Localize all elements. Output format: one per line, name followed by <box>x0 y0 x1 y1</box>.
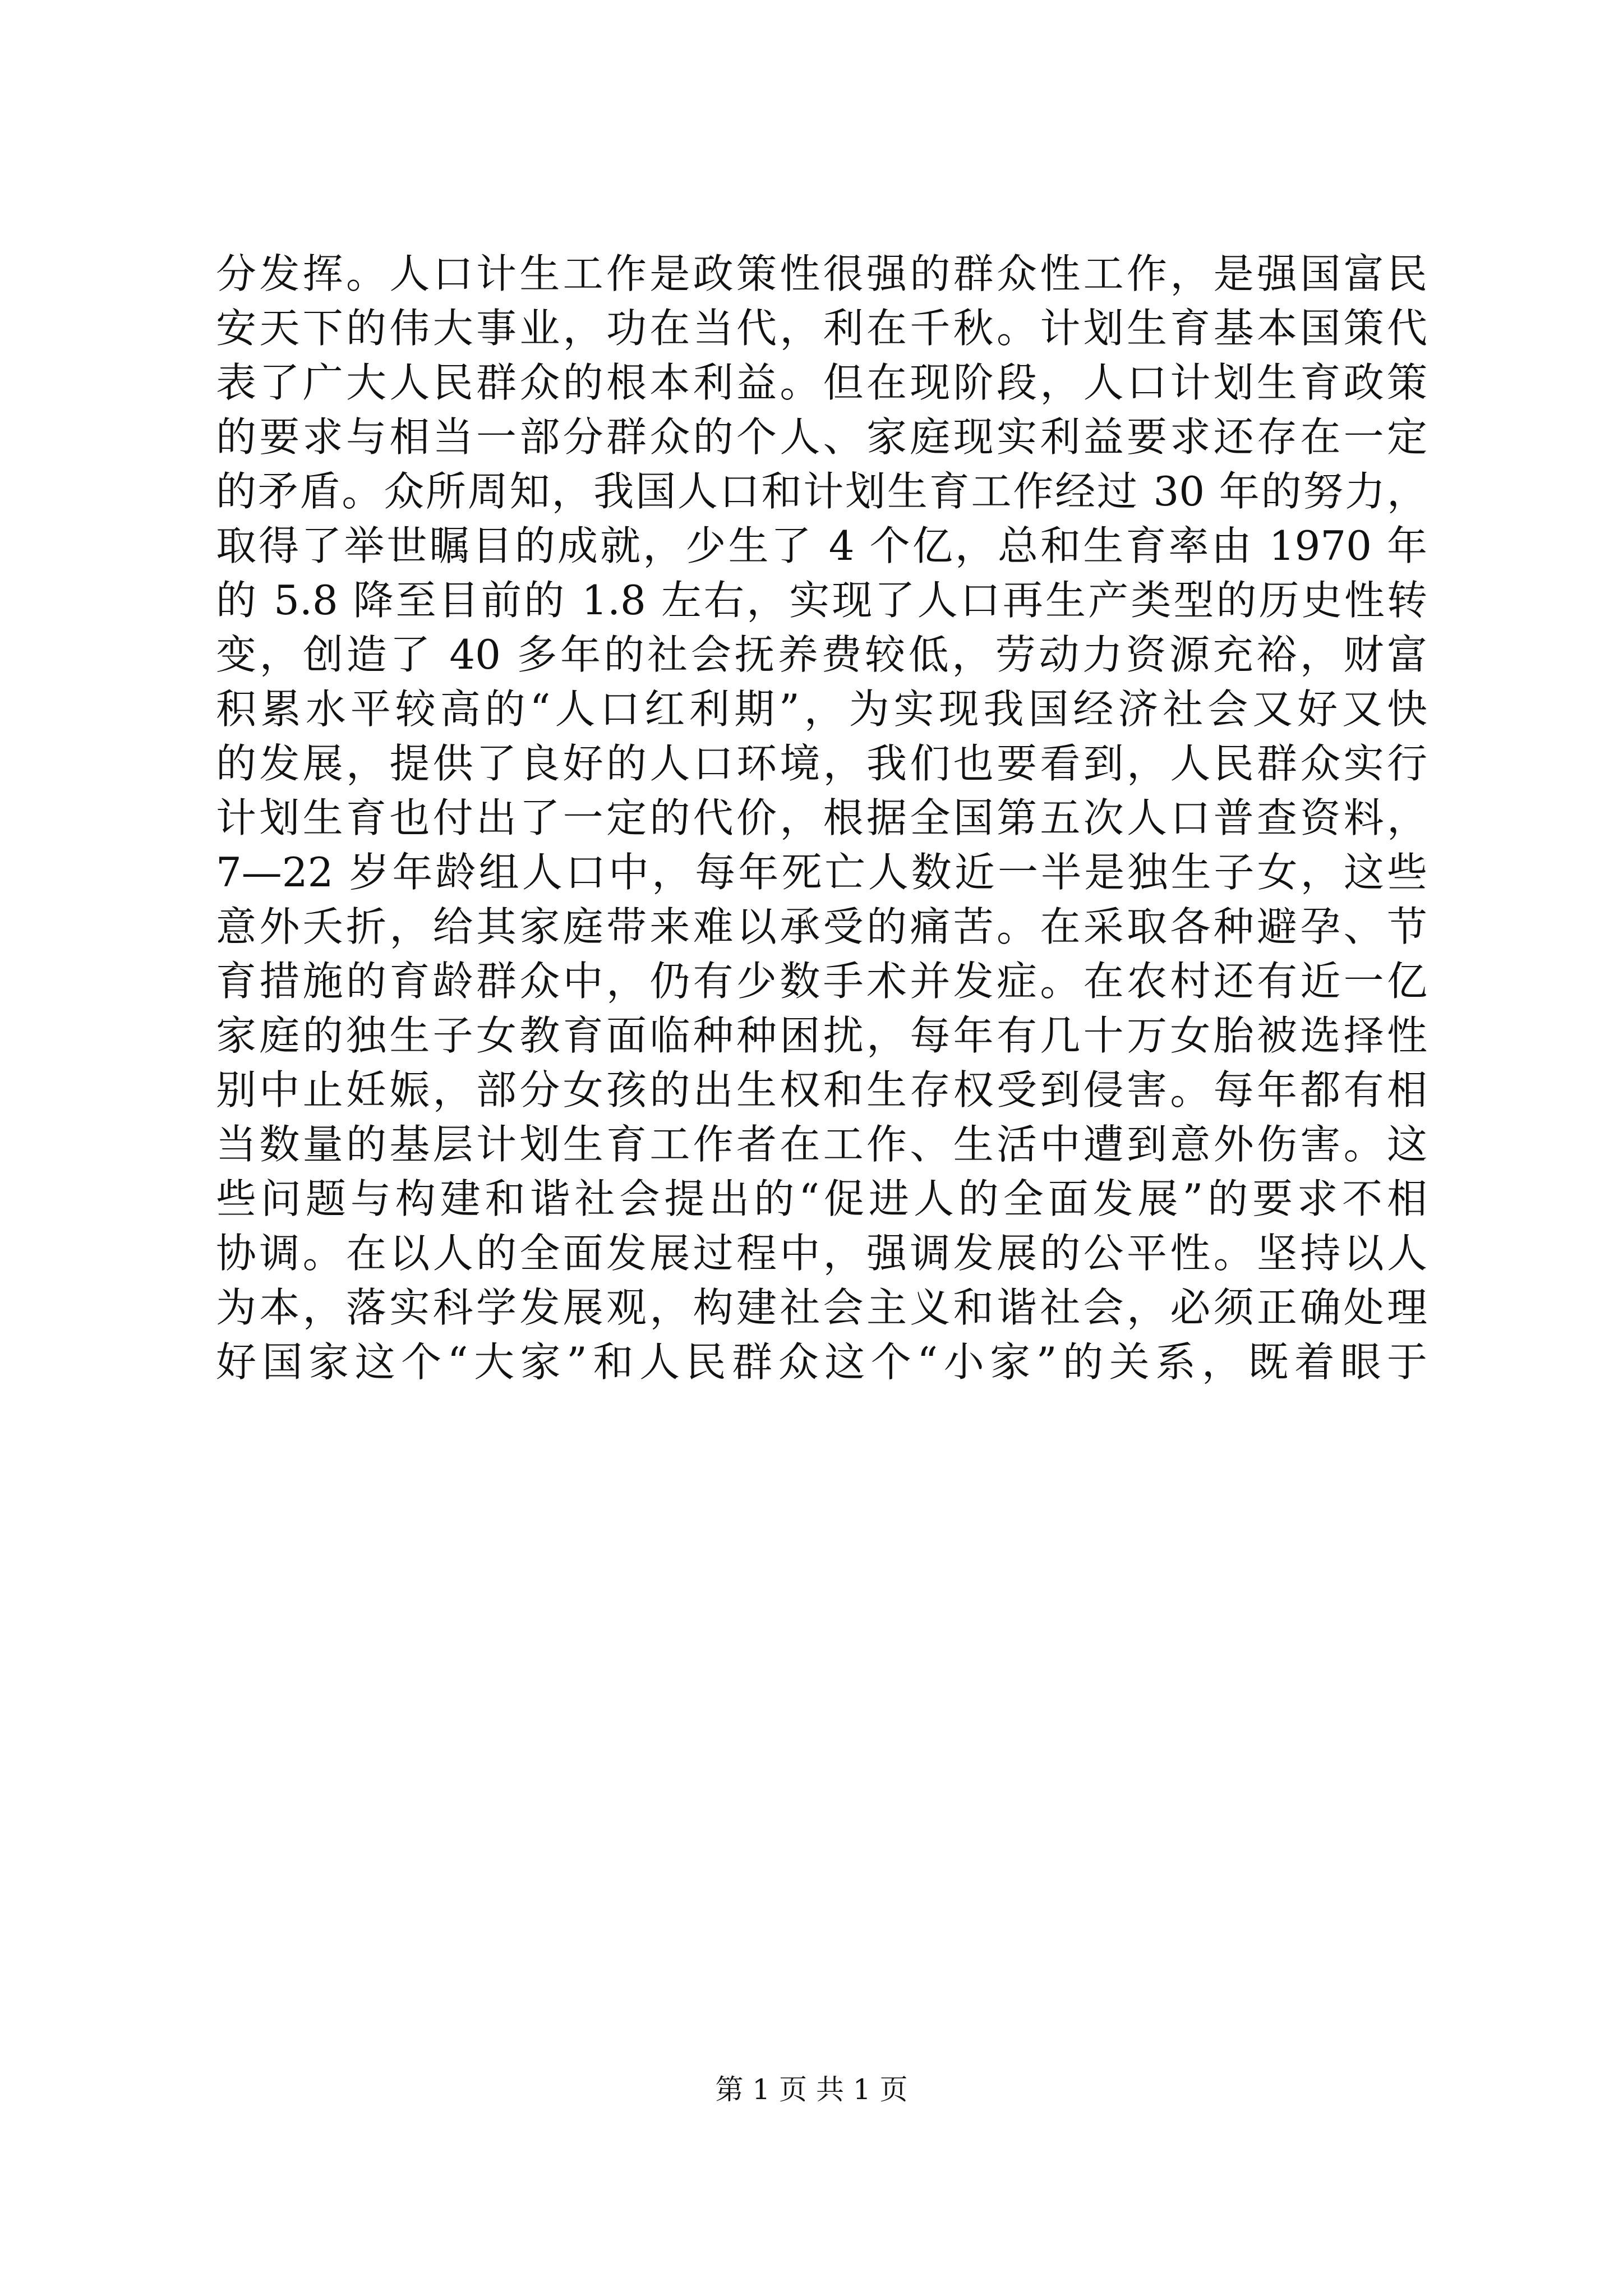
text-line: 意外夭折，给其家庭带来难以承受的痛苦。在采取各种避孕、节 <box>216 903 1427 950</box>
text-line: 当数量的基层计划生育工作者在工作、生活中遭到意外伤害。这 <box>216 1121 1427 1168</box>
text-line: 积累水平较高的“人口红利期”，为实现我国经济社会又好又快 <box>216 685 1427 733</box>
text-line: 分发挥。人口计生工作是政策性很强的群众性工作，是强国富民 <box>216 250 1427 297</box>
text-line: 好国家这个“大家”和人民群众这个“小家”的关系，既着眼于 <box>216 1338 1427 1386</box>
text-line: 协调。在以人的全面发展过程中，强调发展的公平性。坚持以人 <box>216 1230 1427 1277</box>
text-line: 7—22 岁年龄组人口中，每年死亡人数近一半是独生子女，这些 <box>216 849 1427 896</box>
text-line: 的矛盾。众所周知，我国人口和计划生育工作经过 30 年的努力， <box>216 468 1427 515</box>
page-footer: 第 1 页 共 1 页 <box>715 2073 908 2106</box>
text-line: 为本，落实科学发展观，构建社会主义和谐社会，必须正确处理 <box>216 1284 1427 1331</box>
text-line: 取得了举世瞩目的成就，少生了 4 个亿，总和生育率由 1970 年 <box>216 522 1427 569</box>
text-line: 的 5.8 降至目前的 1.8 左右，实现了人口再生产类型的历史性转 <box>216 577 1427 624</box>
text-line: 些问题与构建和谐社会提出的“促进人的全面发展”的要求不相 <box>216 1175 1427 1222</box>
text-line: 的要求与相当一部分群众的个人、家庭现实利益要求还存在一定 <box>216 413 1427 461</box>
text-line: 计划生育也付出了一定的代价，根据全国第五次人口普查资料， <box>216 794 1427 841</box>
text-line: 表了广大人民群众的根本利益。但在现阶段，人口计划生育政策 <box>216 359 1427 406</box>
text-line: 家庭的独生子女教育面临种种困扰，每年有几十万女胎被选择性 <box>216 1012 1427 1059</box>
text-line: 安天下的伟大事业，功在当代，利在千秋。计划生育基本国策代 <box>216 305 1427 352</box>
text-line: 别中止妊娠，部分女孩的出生权和生存权受到侵害。每年都有相 <box>216 1066 1427 1114</box>
text-line: 的发展，提供了良好的人口环境，我们也要看到，人民群众实行 <box>216 740 1427 787</box>
text-line: 变，创造了 40 多年的社会抚养费较低，劳动力资源充裕，财富 <box>216 631 1427 678</box>
body-paragraph <box>216 247 1427 1389</box>
text-line: 育措施的育龄群众中，仍有少数手术并发症。在农村还有近一亿 <box>216 958 1427 1005</box>
